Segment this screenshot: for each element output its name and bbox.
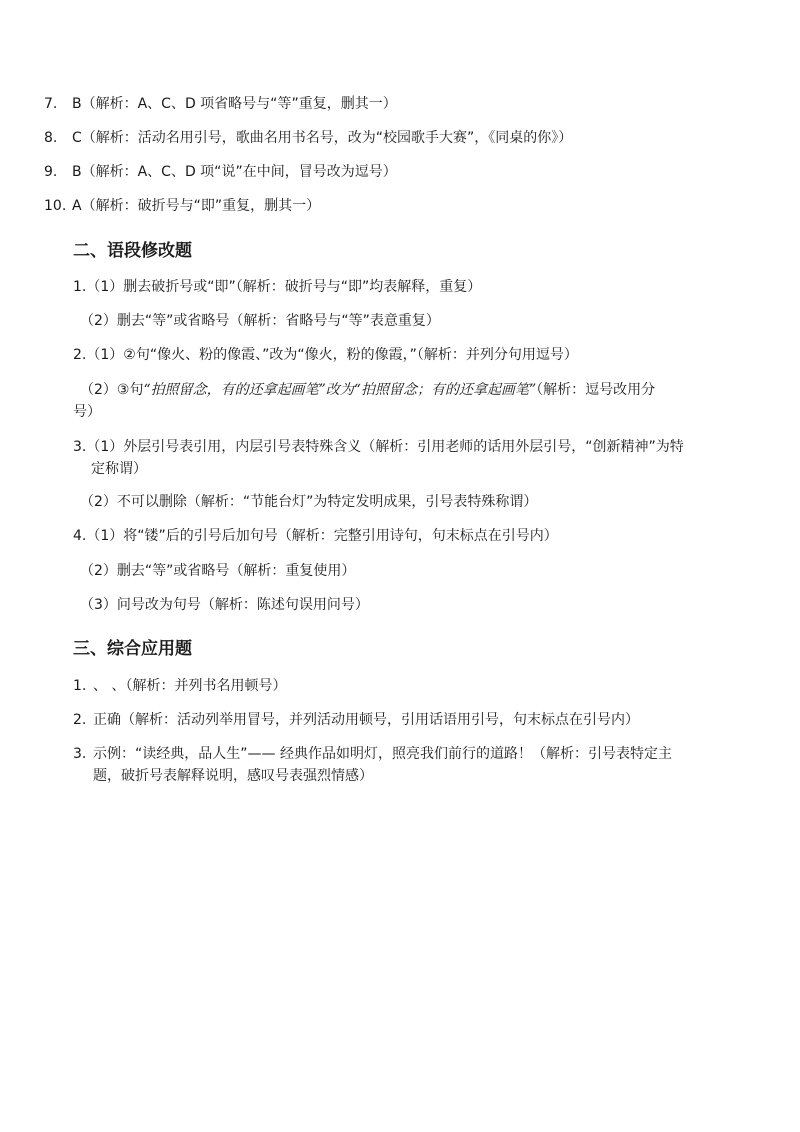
- item-text: A（解析：破折号与“即”重复，删其一）: [72, 198, 321, 214]
- paragraph-line: 定称谓）: [91, 461, 147, 477]
- line-part: （2）③句: [80, 382, 144, 398]
- item-text: 正确（解析：活动列举用冒号，并列活动用顿号，引用话语用引号，句末标点在引号内）: [93, 712, 639, 728]
- answer-item-10: [44, 196, 320, 216]
- section-heading: 三、综合应用题: [73, 639, 192, 659]
- item-text: B（解析：A、C、D 项“说”在中间，冒号改为逗号）: [72, 164, 397, 180]
- quoted-sentence: “拍照留念，有的还拿起画笔”改为“拍照留念；有的还拿起画笔”: [143, 382, 537, 398]
- answer-item-2: [73, 710, 639, 730]
- item-text: 示例：“读经典，品人生”—— 经典作品如明灯，照亮我们前行的道路！（解析：引号表特定主: [93, 746, 672, 762]
- paragraph-line: 2.（1）②句“像火、粉的像霞、”改为“像火，粉的像霞，”（解析：并列分句用逗号）: [73, 347, 578, 363]
- paragraph-line: （2）删去“等”或省略号（解析：省略号与“等”表意重复）: [80, 313, 440, 329]
- paragraph-line: 题，破折号表解释说明，感叹号表强烈情感）: [93, 768, 373, 784]
- paragraph-line: （3）问号改为句号（解析：陈述句误用问号）: [80, 597, 369, 613]
- item-number: 7.: [44, 96, 58, 112]
- answer-item-1: [73, 676, 286, 696]
- paragraph-line: [80, 380, 655, 400]
- answer-item-7: [44, 94, 397, 114]
- item-number: 9.: [44, 164, 58, 180]
- paragraph-line: （2）不可以删除（解析：“节能台灯”为特定发明成果，引号表特殊称谓）: [80, 494, 538, 510]
- section-heading: 二、语段修改题: [73, 241, 192, 261]
- item-text: 、 、（解析：并列书名用顿号）: [93, 678, 287, 694]
- paragraph-line: 号）: [73, 404, 101, 420]
- line-part: （解析：逗号改用分: [536, 382, 656, 398]
- paragraph-line: 3.（1）外层引号表引用，内层引号表特殊含义（解析：引用老师的话用外层引号，“创新精神”为特: [73, 439, 684, 455]
- paragraph-line: 1.（1）删去破折号或“即”（解析：破折号与“即”均表解释，重复）: [73, 279, 482, 295]
- item-number: 10.: [44, 198, 67, 214]
- item-text: C（解析：活动名用引号，歌曲名用书名号，改为“校园歌手大赛”，《同桌的你》）: [72, 130, 573, 146]
- item-number: 3.: [73, 746, 87, 762]
- answer-item-9: [44, 162, 397, 182]
- answer-item-8: [44, 128, 572, 148]
- paragraph-line: （2）删去“等”或省略号（解析：重复使用）: [80, 563, 356, 579]
- paragraph-line: 4.（1）将“镂”后的引号后加句号（解析：完整引用诗句，句末标点在引号内）: [73, 528, 558, 544]
- item-number: 8.: [44, 130, 58, 146]
- item-number: 1.: [73, 678, 87, 694]
- answer-item-3: [73, 744, 672, 764]
- item-number: 2.: [73, 712, 87, 728]
- item-text: B（解析：A、C、D 项省略号与“等”重复，删其一）: [72, 96, 397, 112]
